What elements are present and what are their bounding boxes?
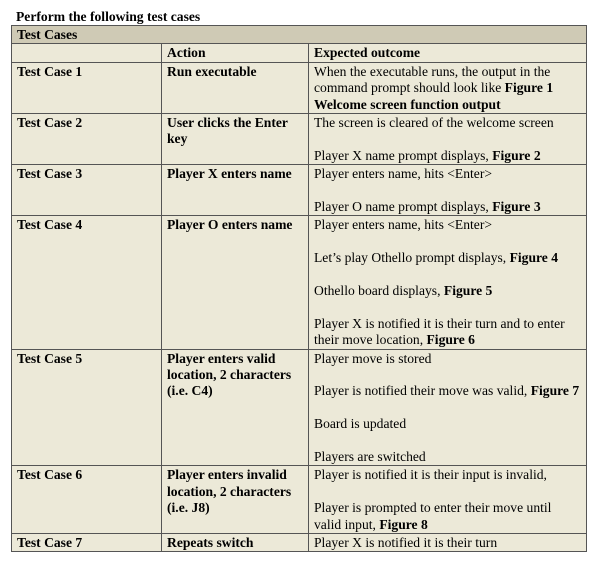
table-row	[12, 114, 587, 165]
paragraph-gap	[314, 234, 581, 250]
outcome-text: Othello board displays,	[314, 283, 444, 299]
outcome-paragraph	[314, 64, 581, 113]
outcome-paragraph	[314, 115, 581, 131]
outcome-text: Player O name prompt displays,	[314, 199, 493, 215]
test-case-name: Test Case 5	[12, 349, 162, 466]
outcome-paragraph	[314, 148, 581, 164]
outcome-text: When the executable runs, the output in the command prompt should look like	[314, 63, 551, 96]
table-title: Test Cases	[12, 26, 587, 44]
test-case-name: Test Case 6	[12, 466, 162, 534]
outcome-paragraph	[314, 166, 581, 182]
test-case-action: User clicks the Enter key	[162, 114, 309, 165]
figure-reference: Figure 6	[426, 332, 475, 348]
column-header-row	[12, 44, 587, 62]
table-title-row	[12, 26, 587, 44]
table-row	[12, 62, 587, 113]
column-header-case	[12, 44, 162, 62]
test-case-action: Repeats switch	[162, 534, 309, 552]
figure-reference: Figure 4	[509, 250, 559, 266]
paragraph-gap	[314, 400, 581, 416]
outcome-text: Player X is notified it is their turn and to enter their move location,	[314, 315, 565, 348]
table-row	[12, 349, 587, 466]
figure-reference: Figure 3	[492, 199, 541, 215]
test-case-name: Test Case 1	[12, 62, 162, 113]
outcome-paragraph	[314, 449, 581, 465]
figure-reference: Figure 1 Welcome screen function output	[314, 80, 554, 112]
figure-reference: Figure 5	[443, 283, 493, 299]
outcome-paragraph	[314, 250, 581, 266]
paragraph-gap	[314, 267, 581, 283]
outcome-text: Player is notified it is their input is invalid,	[314, 467, 547, 483]
column-header-action: Action	[162, 44, 309, 62]
test-case-action: Player O enters name	[162, 216, 309, 349]
paragraph-gap	[314, 367, 581, 383]
table-row	[12, 466, 587, 534]
outcome-paragraph	[314, 217, 581, 233]
outcome-paragraph	[314, 535, 581, 551]
outcome-paragraph	[314, 199, 581, 215]
outcome-paragraph	[314, 316, 581, 349]
figure-reference: Figure 7	[530, 383, 580, 399]
outcome-text: Player X is notified it is their turn	[314, 535, 498, 551]
test-case-expected-outcome	[309, 216, 587, 349]
outcome-text: Player is prompted to enter their move until valid input,	[314, 500, 552, 532]
test-case-expected-outcome	[309, 466, 587, 534]
column-header-outcome: Expected outcome	[309, 44, 587, 62]
table-row	[12, 534, 587, 552]
outcome-paragraph	[314, 467, 581, 483]
table-row	[12, 165, 587, 216]
outcome-text: Player enters name, hits <Enter>	[314, 217, 493, 233]
outcome-paragraph	[314, 383, 581, 399]
outcome-paragraph	[314, 283, 581, 299]
outcome-text: Player is notified their move was valid,	[314, 383, 531, 399]
paragraph-gap	[314, 433, 581, 449]
section-caption: Perform the following test cases	[16, 9, 201, 24]
test-case-expected-outcome	[309, 165, 587, 216]
test-case-name: Test Case 7	[12, 534, 162, 552]
outcome-text: The screen is cleared of the welcome screen	[314, 115, 554, 131]
outcome-text: Board is updated	[314, 416, 407, 432]
outcome-text: Players are switched	[314, 449, 426, 465]
test-cases-table	[11, 25, 587, 552]
test-case-name: Test Case 3	[12, 165, 162, 216]
test-case-expected-outcome	[309, 62, 587, 113]
outcome-text: Player X name prompt displays,	[314, 147, 493, 163]
outcome-text: Let’s play Othello prompt displays,	[314, 250, 510, 266]
test-case-expected-outcome	[309, 114, 587, 165]
test-case-name: Test Case 2	[12, 114, 162, 165]
test-case-expected-outcome	[309, 349, 587, 466]
paragraph-gap	[314, 299, 581, 315]
test-case-action: Player enters invalid location, 2 characters (i.e. J8)	[162, 466, 309, 534]
paragraph-gap	[314, 131, 581, 147]
outcome-paragraph	[314, 416, 581, 432]
paragraph-gap	[314, 183, 581, 199]
test-case-expected-outcome	[309, 534, 587, 552]
paragraph-gap	[314, 484, 581, 500]
outcome-text: Player move is stored	[314, 350, 432, 366]
outcome-paragraph	[314, 500, 581, 533]
table-row	[12, 216, 587, 349]
figure-reference: Figure 8	[379, 516, 428, 532]
test-case-action: Run executable	[162, 62, 309, 113]
test-case-action: Player enters valid location, 2 characters (i.e. C4)	[162, 349, 309, 466]
figure-reference: Figure 2	[492, 147, 541, 163]
test-case-name: Test Case 4	[12, 216, 162, 349]
outcome-paragraph	[314, 351, 581, 367]
outcome-text: Player enters name, hits <Enter>	[314, 166, 493, 182]
test-case-action: Player X enters name	[162, 165, 309, 216]
